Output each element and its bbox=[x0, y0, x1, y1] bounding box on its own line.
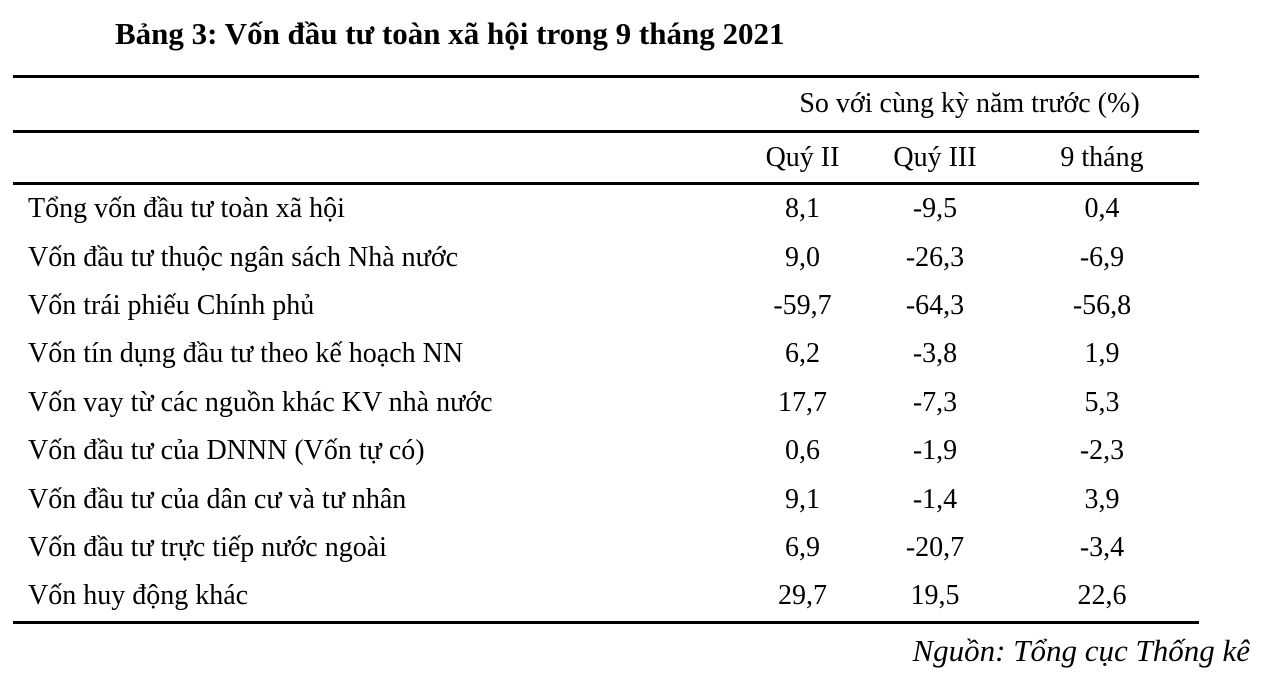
row-label: Vốn đầu tư của DNNN (Vốn tự có) bbox=[28, 435, 425, 467]
value-9-thang: -2,3 bbox=[1079, 435, 1125, 467]
value-quy-ii: 8,1 bbox=[785, 193, 820, 225]
value-9-thang: 3,9 bbox=[1084, 483, 1120, 515]
value-quy-ii: 9,0 bbox=[785, 241, 820, 273]
value-quy-ii: 6,9 bbox=[785, 531, 820, 563]
column-header-row bbox=[13, 133, 1199, 182]
table-row bbox=[13, 379, 1199, 427]
row-label: Vốn trái phiếu Chính phủ bbox=[28, 289, 315, 321]
group-header-label: So với cùng kỳ năm trước (%) bbox=[799, 88, 1140, 119]
value-quy-ii: -59,7 bbox=[773, 289, 832, 321]
value-quy-iii: -1,9 bbox=[912, 435, 958, 467]
group-header-row bbox=[13, 78, 1199, 130]
table-row bbox=[13, 282, 1199, 330]
table-bottom-rule bbox=[13, 621, 1199, 624]
row-label: Vốn đầu tư thuộc ngân sách Nhà nước bbox=[28, 241, 459, 273]
column-header-quy-ii: Quý II bbox=[765, 141, 840, 173]
value-quy-ii: 9,1 bbox=[785, 483, 820, 515]
table-row bbox=[13, 475, 1199, 523]
table-row bbox=[13, 572, 1199, 620]
row-label: Vốn đầu tư trực tiếp nước ngoài bbox=[28, 531, 387, 563]
table-row bbox=[13, 233, 1199, 281]
value-quy-iii: 19,5 bbox=[910, 580, 960, 612]
row-label: Vốn huy động khác bbox=[28, 580, 249, 612]
value-quy-iii: -26,3 bbox=[905, 241, 965, 273]
table-row bbox=[13, 524, 1199, 572]
investment-table bbox=[13, 75, 1199, 624]
column-header-quy-iii: Quý III bbox=[893, 141, 977, 173]
document-page bbox=[0, 12, 1270, 684]
value-quy-iii: -20,7 bbox=[905, 531, 965, 563]
value-9-thang: 1,9 bbox=[1084, 338, 1120, 370]
value-quy-iii: -3,8 bbox=[912, 338, 958, 370]
value-quy-ii: 6,2 bbox=[785, 338, 820, 370]
value-quy-ii: 29,7 bbox=[778, 580, 827, 612]
table-row bbox=[13, 330, 1199, 378]
row-label: Vốn vay từ các nguồn khác KV nhà nước bbox=[28, 386, 493, 418]
value-quy-iii: -1,4 bbox=[912, 483, 958, 515]
source-note: Nguồn: Tổng cục Thống kê bbox=[912, 632, 1250, 668]
value-quy-ii: 17,7 bbox=[778, 386, 827, 418]
value-quy-iii: -9,5 bbox=[912, 193, 958, 225]
row-label: Vốn tín dụng đầu tư theo kế hoạch NN bbox=[28, 338, 464, 370]
value-quy-iii: -64,3 bbox=[905, 289, 965, 321]
value-quy-iii: -7,3 bbox=[912, 386, 958, 418]
table-row bbox=[13, 185, 1199, 233]
value-9-thang: -6,9 bbox=[1079, 241, 1125, 273]
value-9-thang: 22,6 bbox=[1077, 580, 1127, 612]
row-label: Tổng vốn đầu tư toàn xã hội bbox=[28, 193, 345, 225]
column-header-9-thang: 9 tháng bbox=[1060, 141, 1144, 173]
row-label: Vốn đầu tư của dân cư và tư nhân bbox=[28, 483, 407, 515]
value-quy-ii: 0,6 bbox=[785, 435, 820, 467]
value-9-thang: 0,4 bbox=[1084, 193, 1120, 225]
value-9-thang: -3,4 bbox=[1079, 531, 1125, 563]
value-9-thang: -56,8 bbox=[1072, 289, 1132, 321]
table-row bbox=[13, 427, 1199, 475]
value-9-thang: 5,3 bbox=[1084, 386, 1120, 418]
table-title: Bảng 3: Vốn đầu tư toàn xã hội trong 9 tháng 2021 bbox=[115, 16, 785, 51]
